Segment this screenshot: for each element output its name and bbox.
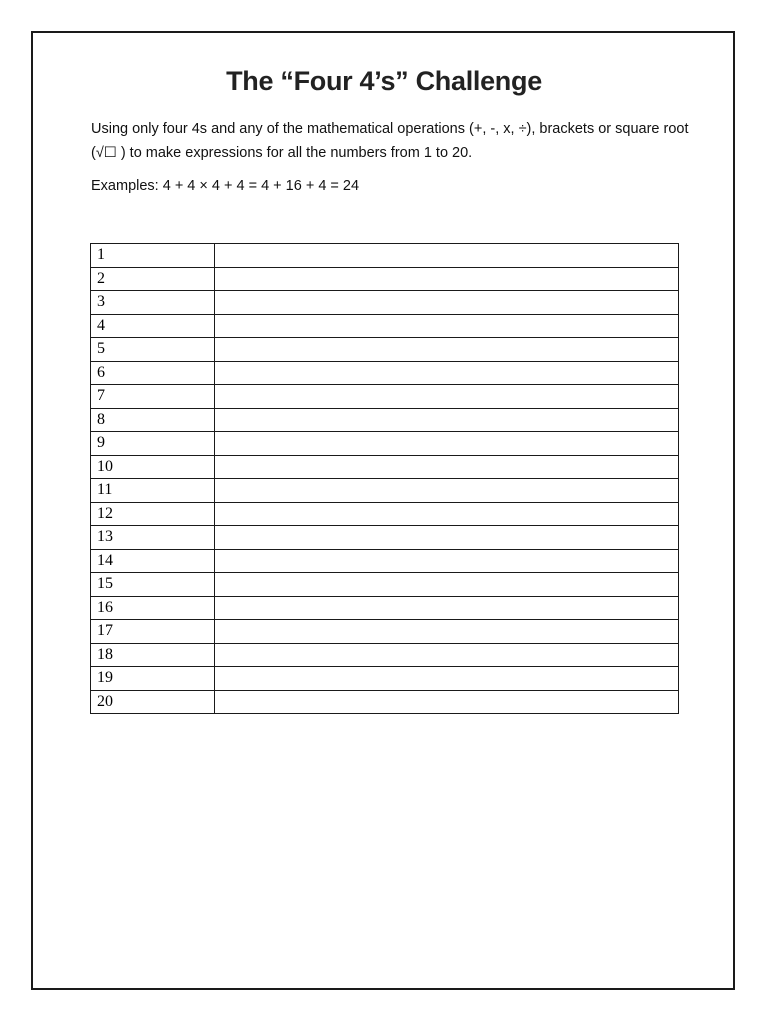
answer-cell[interactable] bbox=[215, 596, 679, 620]
answer-cell[interactable] bbox=[215, 643, 679, 667]
table-row bbox=[91, 690, 679, 714]
row-number: 7 bbox=[91, 385, 215, 409]
answer-cell[interactable] bbox=[215, 502, 679, 526]
table-row bbox=[91, 643, 679, 667]
table-row bbox=[91, 267, 679, 291]
row-number: 18 bbox=[91, 643, 215, 667]
answer-table bbox=[90, 243, 679, 714]
table-row bbox=[91, 573, 679, 597]
table-row bbox=[91, 479, 679, 503]
table-row bbox=[91, 314, 679, 338]
examples-text: Examples: 4 + 4 × 4 + 4 = 4 + 16 + 4 = 24 bbox=[91, 178, 360, 194]
answer-cell[interactable] bbox=[215, 361, 679, 385]
table-row bbox=[91, 291, 679, 315]
row-number: 9 bbox=[91, 432, 215, 456]
answer-cell[interactable] bbox=[215, 338, 679, 362]
row-number: 1 bbox=[91, 244, 215, 268]
row-number: 8 bbox=[91, 408, 215, 432]
answer-cell[interactable] bbox=[215, 549, 679, 573]
answer-cell[interactable] bbox=[215, 314, 679, 338]
answer-cell[interactable] bbox=[215, 526, 679, 550]
row-number: 13 bbox=[91, 526, 215, 550]
row-number: 17 bbox=[91, 620, 215, 644]
table-row bbox=[91, 667, 679, 691]
answer-cell[interactable] bbox=[215, 620, 679, 644]
answer-cell[interactable] bbox=[215, 244, 679, 268]
row-number: 16 bbox=[91, 596, 215, 620]
row-number: 10 bbox=[91, 455, 215, 479]
answer-cell[interactable] bbox=[215, 267, 679, 291]
answer-cell[interactable] bbox=[215, 667, 679, 691]
answer-cell[interactable] bbox=[215, 479, 679, 503]
table-row bbox=[91, 502, 679, 526]
row-number: 20 bbox=[91, 690, 215, 714]
table-row bbox=[91, 361, 679, 385]
answer-cell[interactable] bbox=[215, 291, 679, 315]
table-row bbox=[91, 244, 679, 268]
table-row bbox=[91, 526, 679, 550]
row-number: 6 bbox=[91, 361, 215, 385]
answer-cell[interactable] bbox=[215, 690, 679, 714]
instructions-text: Using only four 4s and any of the mathematical operations (+, -, x, ÷), brackets or square root (√☐ ) to make expressions for all the numbers from 1 to 20. bbox=[91, 121, 689, 161]
answer-cell[interactable] bbox=[215, 432, 679, 456]
answer-cell[interactable] bbox=[215, 573, 679, 597]
row-number: 14 bbox=[91, 549, 215, 573]
table-row bbox=[91, 408, 679, 432]
row-number: 4 bbox=[91, 314, 215, 338]
row-number: 15 bbox=[91, 573, 215, 597]
table-row bbox=[91, 549, 679, 573]
row-number: 12 bbox=[91, 502, 215, 526]
row-number: 11 bbox=[91, 479, 215, 503]
answer-cell[interactable] bbox=[215, 408, 679, 432]
row-number: 5 bbox=[91, 338, 215, 362]
answer-table-body bbox=[91, 244, 679, 714]
table-row bbox=[91, 455, 679, 479]
table-row bbox=[91, 385, 679, 409]
table-row bbox=[91, 432, 679, 456]
table-row bbox=[91, 620, 679, 644]
answer-cell[interactable] bbox=[215, 455, 679, 479]
table-row bbox=[91, 596, 679, 620]
row-number: 19 bbox=[91, 667, 215, 691]
row-number: 2 bbox=[91, 267, 215, 291]
answer-cell[interactable] bbox=[215, 385, 679, 409]
row-number: 3 bbox=[91, 291, 215, 315]
table-row bbox=[91, 338, 679, 362]
worksheet-title: The “Four 4’s” Challenge bbox=[226, 66, 542, 96]
